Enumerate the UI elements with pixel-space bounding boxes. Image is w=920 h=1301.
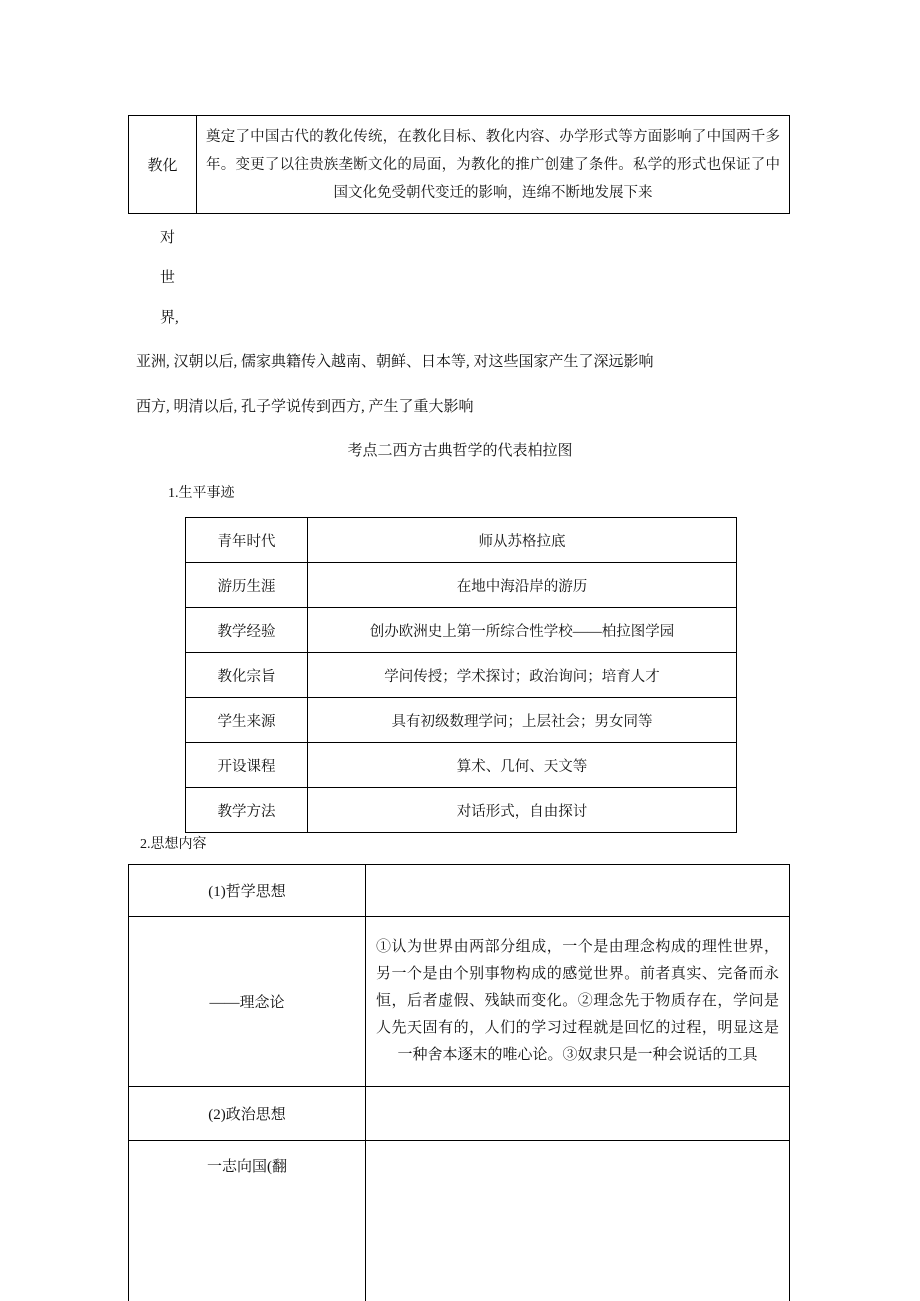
row-value-cell	[366, 1141, 790, 1301]
row-label-cell: 一志向国(翻	[129, 1141, 366, 1301]
row-label-cell: 教学经验	[186, 608, 308, 653]
table-row	[129, 1141, 790, 1301]
thought-table	[128, 864, 790, 1301]
row-value-cell: 师从苏格拉底	[308, 518, 737, 563]
row-value-cell: 学问传授；学术探讨；政治询问；培育人才	[308, 653, 737, 698]
asia-influence-line: 亚洲, 汉朝以后, 儒家典籍传入越南、朝鲜、日本等, 对这些国家产生了深远影响	[136, 354, 654, 370]
row-label-cell: 学生来源	[186, 698, 308, 743]
vertical-char: 世	[160, 270, 176, 286]
row-value-cell: ①认为世界由两部分组成，一个是由理念构成的理性世界，另一个是由个别事物构成的感觉世界。前者真实、完备而永恒，后者虚假、残缺而变化。②理念先于物质存在，学问是人先天固有的，人们的学习过程就是回忆的过程，明显这是一种舍本逐末的唯心论。③奴隶只是一种会说话的工具	[366, 917, 790, 1087]
row-label-cell: 教化	[129, 116, 197, 214]
table-row	[186, 518, 737, 563]
table-row	[186, 788, 737, 833]
table-row	[186, 563, 737, 608]
row-label-cell: (2)政治思想	[129, 1087, 366, 1141]
row-label-cell: 教学方法	[186, 788, 308, 833]
table-row	[129, 1087, 790, 1141]
row-value-cell: 算术、几何、天文等	[308, 743, 737, 788]
section-heading: 考点二西方古典哲学的代表柏拉图	[347, 443, 573, 459]
row-value-cell: 创办欧洲史上第一所综合性学校——柏拉图学园	[308, 608, 737, 653]
row-value-cell	[366, 1087, 790, 1141]
row-label-cell: 教化宗旨	[186, 653, 308, 698]
table-row	[129, 917, 790, 1087]
row-label-cell: 游历生涯	[186, 563, 308, 608]
education-influence-table	[128, 115, 790, 214]
table-row	[186, 608, 737, 653]
section2-title: 2.思想内容	[140, 837, 207, 852]
vertical-char: 对	[160, 230, 176, 246]
row-value-cell	[366, 865, 790, 917]
row-value-cell: 对话形式，自由探讨	[308, 788, 737, 833]
table-row	[129, 116, 790, 214]
row-label-cell: ——理念论	[129, 917, 366, 1087]
row-value-cell: 在地中海沿岸的游历	[308, 563, 737, 608]
row-value-cell: 奠定了中国古代的教化传统，在教化目标、教化内容、办学形式等方面影响了中国两千多年。变更了以往贵族垄断文化的局面，为教化的推广创建了条件。私学的形式也保证了中国文化免受朝代变迁的影响，连绵不断地发展下来	[197, 116, 790, 214]
table-row	[186, 743, 737, 788]
west-influence-line: 西方, 明清以后, 孔子学说传到西方, 产生了重大影响	[136, 399, 474, 415]
table-row	[186, 653, 737, 698]
biography-table	[185, 517, 737, 833]
row-label-cell: (1)哲学思想	[129, 865, 366, 917]
vertical-char: 界,	[160, 310, 179, 326]
row-value-cell: 具有初级数理学问；上层社会；男女同等	[308, 698, 737, 743]
row-label-cell: 开设课程	[186, 743, 308, 788]
table-row	[186, 698, 737, 743]
table-row	[129, 865, 790, 917]
section1-title: 1.生平事迹	[168, 486, 235, 501]
row-label-cell: 青年时代	[186, 518, 308, 563]
